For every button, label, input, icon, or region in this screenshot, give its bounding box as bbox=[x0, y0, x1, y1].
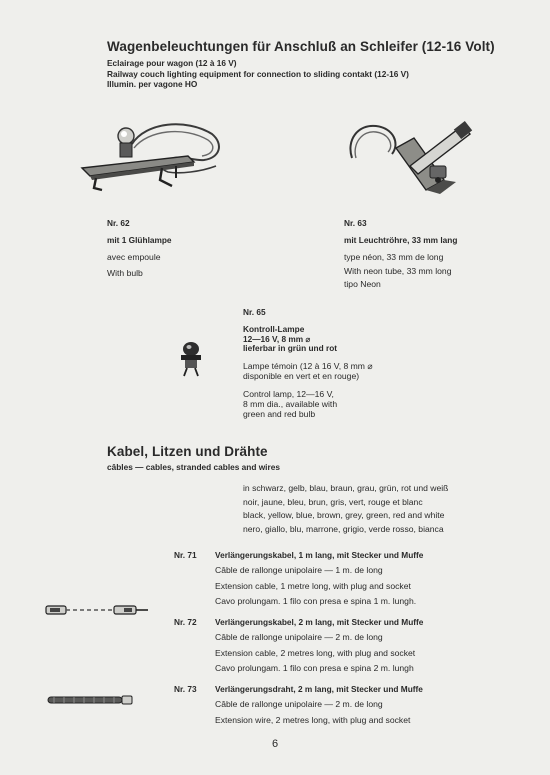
section-subtitles bbox=[107, 58, 409, 90]
subtitle-it: Illumin. per vagone HO bbox=[107, 79, 198, 89]
item-65-fr-1: Lampe témoin (12 à 16 V, 8 mm ⌀ bbox=[243, 360, 373, 371]
item-62-fr: avec empoule bbox=[107, 252, 161, 262]
item-65-title-3: lieferbar in grün und rot bbox=[243, 343, 338, 354]
item-73-title: Verlängerungsdraht, 2 m lang, mit Stecker und Muffe bbox=[215, 684, 423, 694]
item-65-fr-2: disponible en vert et en rouge) bbox=[243, 370, 360, 381]
item-71-fr: Câble de rallonge unipolaire — 1 m. de long bbox=[215, 565, 383, 575]
subtitle-fr: Eclairage pour wagon (12 à 16 V) bbox=[107, 58, 237, 68]
item-65-block bbox=[243, 305, 373, 419]
item-65-title-2: 12—16 V, 8 mm ⌀ bbox=[243, 333, 311, 344]
item-73-nr: Nr. 73 bbox=[174, 684, 197, 694]
item-72-nr: Nr. 72 bbox=[174, 617, 197, 627]
page-number: 6 bbox=[272, 738, 279, 750]
item-62-block bbox=[107, 217, 172, 282]
item-63-fr: type néon, 33 mm de long bbox=[344, 252, 444, 262]
subtitle-en: Railway couch lighting equipment for connection to sliding contakt (12-16 V) bbox=[107, 68, 409, 79]
wagon-light-bulb-image bbox=[76, 116, 236, 200]
item-73-fr: Câble de rallonge unipolaire — 2 m. de long bbox=[215, 699, 383, 709]
item-65-en-2: 8 mm dia., available with bbox=[243, 398, 338, 409]
item-63-nr: Nr. 63 bbox=[344, 218, 367, 228]
item-65-en-3: green and red bulb bbox=[243, 408, 316, 419]
colors-de: in schwarz, gelb, blau, braun, grau, grün, rot und weiß bbox=[243, 483, 449, 493]
colors-it: nero, giallo, blu, marrone, grigio, verde rosso, bianca bbox=[243, 523, 444, 534]
item-62-title: mit 1 Glühlampe bbox=[107, 235, 172, 245]
colors-en: black, yellow, blue, brown, grey, green, red and white bbox=[243, 510, 445, 520]
section-title-lighting: Wagenbeleuchtungen für Anschluß an Schleifer (12-16 Volt) bbox=[107, 39, 495, 54]
cable-colors-block bbox=[243, 482, 448, 536]
item-63-en: With neon tube, 33 mm long bbox=[344, 265, 452, 276]
item-63-it: tipo Neon bbox=[344, 279, 381, 289]
item-72-block bbox=[174, 612, 423, 677]
item-71-title: Verlängerungskabel, 1 m lang, mit Stecker und Muffe bbox=[215, 550, 424, 560]
item-71-it: Cavo prolungam. 1 filo con presa e spina 1 m. lungh. bbox=[215, 596, 417, 606]
item-62-en: With bulb bbox=[107, 267, 143, 278]
colors-fr: noir, jaune, bleu, brun, gris, vert, rouge et blanc bbox=[243, 496, 423, 507]
item-65-en-1: Control lamp, 12—16 V, bbox=[243, 388, 334, 399]
item-63-block bbox=[344, 217, 457, 292]
item-62-nr: Nr. 62 bbox=[107, 218, 130, 228]
section-title-cables: Kabel, Litzen und Drähte bbox=[107, 444, 268, 459]
section-cables-subtitle: câbles — cables, stranded cables and wires bbox=[107, 462, 280, 472]
item-72-en: Extension cable, 2 metres long, with plug and socket bbox=[215, 647, 416, 658]
extension-cable-image bbox=[44, 602, 152, 618]
item-71-en: Extension cable, 1 metre long, with plug and socket bbox=[215, 580, 411, 591]
item-63-title: mit Leuchtröhre, 33 mm lang bbox=[344, 235, 458, 245]
wagon-light-neon-image bbox=[344, 118, 504, 198]
item-71-nr: Nr. 71 bbox=[174, 550, 197, 560]
item-71-block bbox=[174, 545, 423, 610]
item-65-title-1: Kontroll-Lampe bbox=[243, 324, 305, 334]
extension-wire-image bbox=[44, 694, 134, 706]
control-lamp-image bbox=[176, 340, 206, 380]
item-73-en: Extension wire, 2 metres long, with plug and socket bbox=[215, 714, 411, 725]
item-72-title: Verlängerungskabel, 2 m lang, mit Stecker und Muffe bbox=[215, 617, 424, 627]
item-65-nr: Nr. 65 bbox=[243, 307, 266, 317]
item-72-fr: Câble de rallonge unipolaire — 2 m. de long bbox=[215, 632, 383, 642]
item-73-block bbox=[174, 679, 423, 728]
item-72-it: Cavo prolungam. 1 filo con presa e spina 2 m. lungh bbox=[215, 663, 414, 673]
